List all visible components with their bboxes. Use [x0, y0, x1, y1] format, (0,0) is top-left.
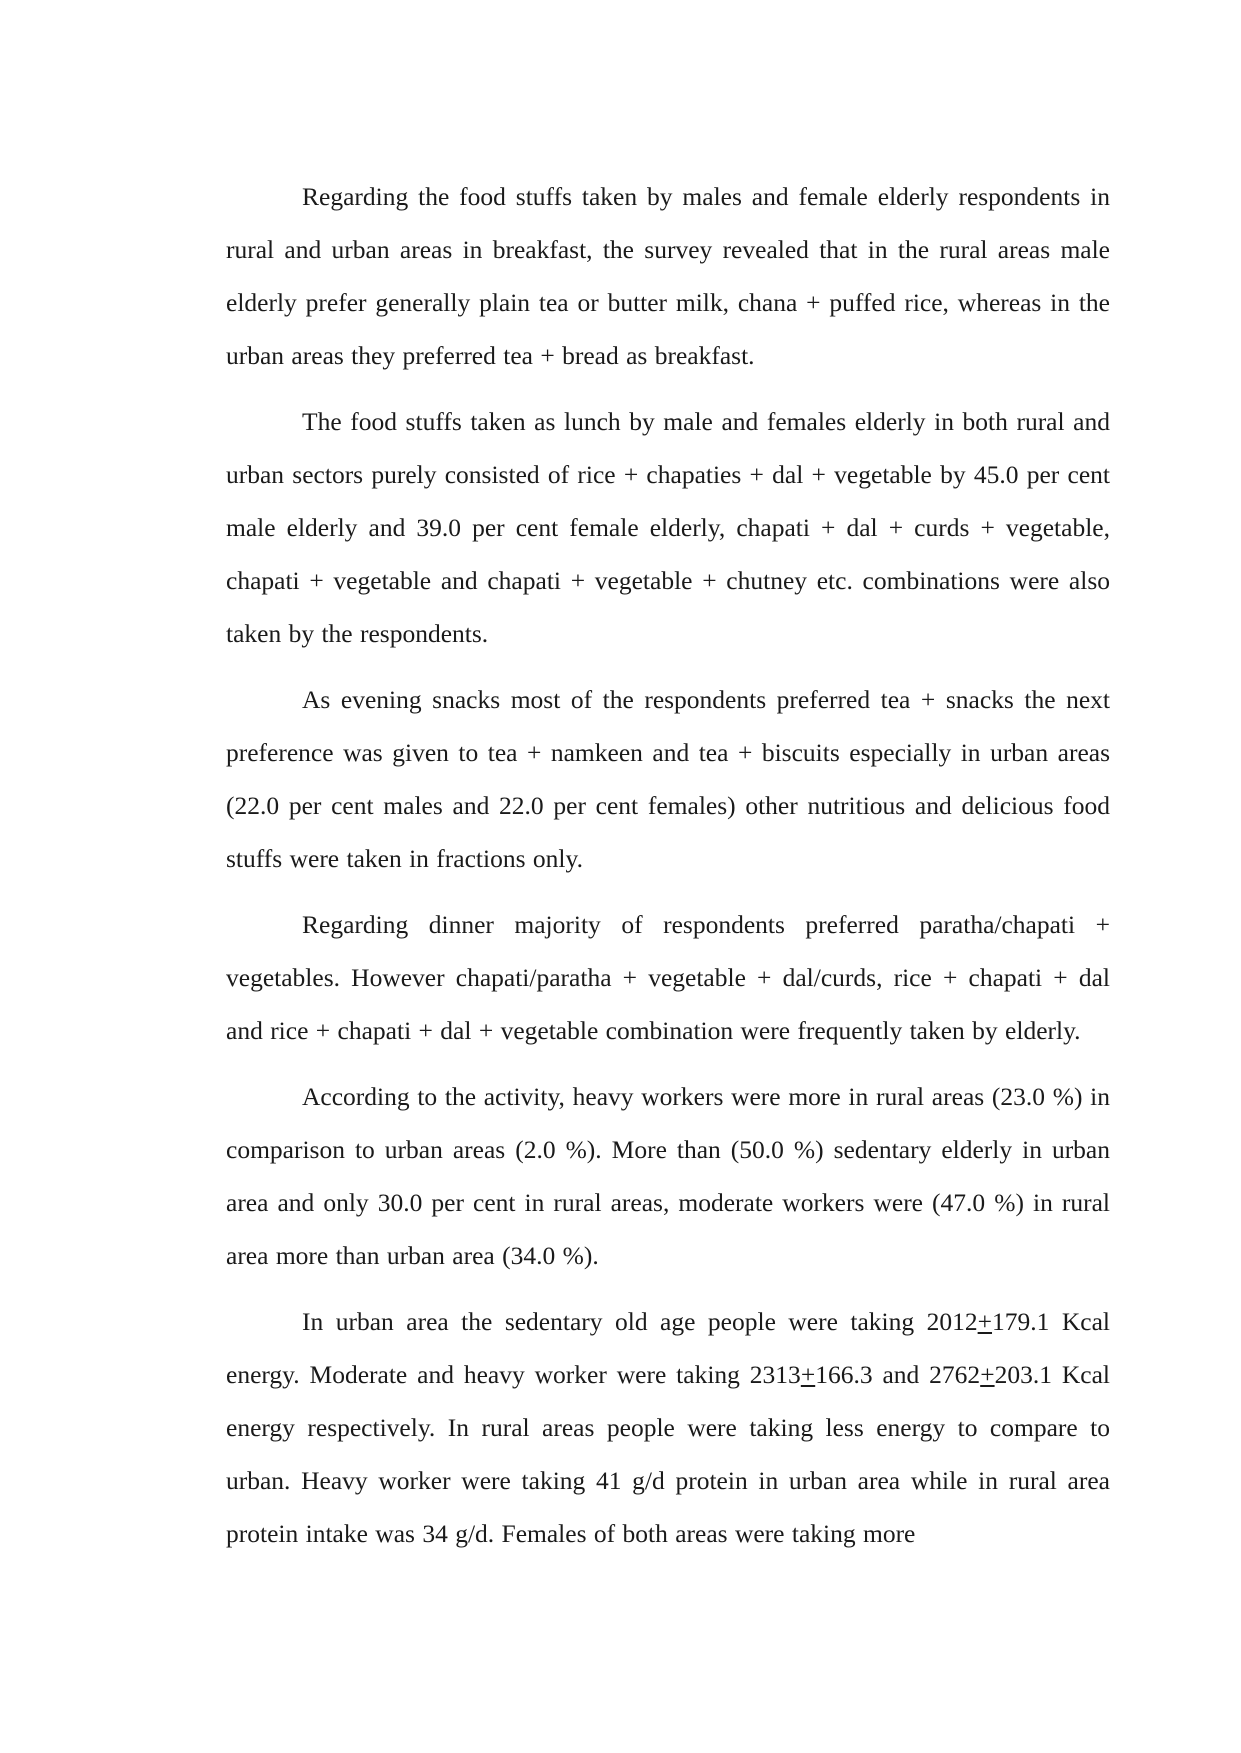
paragraph-energy-intake: [226, 1295, 1110, 1560]
energy-text-3: 166.3 and 2762: [815, 1360, 981, 1389]
paragraph-lunch: The food stuffs taken as lunch by male and females elderly in both rural and urban sectors purely consisted of rice + chapaties + dal + vegetable by 45.0 per cent male elderly and 39.0 per cent female elderly, chapati + dal + curds + vegetable, chapati + vegetable and chapati + vegetable + chutney etc. combinations were also taken by the respondents.: [226, 407, 1110, 648]
plus-minus-symbol: +: [800, 1360, 816, 1389]
energy-text-1: In urban area the sedentary old age people were taking 2012: [302, 1307, 978, 1336]
plus-minus-symbol: +: [977, 1307, 993, 1336]
document-page: [226, 170, 1110, 1573]
energy-text-4: 203.1 Kcal energy respectively. In rural areas people were taking less energy to compare to urban. Heavy worker were taking 41 g/d protein in urban area while in rural area protein intake was 34 g/d. Females of both areas were taking more: [226, 1360, 1110, 1548]
paragraph-activity: According to the activity, heavy workers were more in rural areas (23.0 %) in comparison to urban areas (2.0 %). More than (50.0 %) sedentary elderly in urban area and only 30.0 per cent in rural areas, moderate workers were (47.0 %) in rural area more than urban area (34.0 %).: [226, 1082, 1110, 1270]
paragraph-evening-snacks: As evening snacks most of the respondents preferred tea + snacks the next preference was given to tea + namkeen and tea + biscuits especially in urban areas (22.0 per cent males and 22.0 per cent females) other nutritious and delicious food stuffs were taken in fractions only.: [226, 685, 1110, 873]
paragraph-breakfast: Regarding the food stuffs taken by males and female elderly respondents in rural and urban areas in breakfast, the survey revealed that in the rural areas male elderly prefer generally plain tea or butter milk, chana + puffed rice, whereas in the urban areas they preferred tea + bread as breakfast.: [226, 182, 1110, 370]
energy-text-2: 179.1 Kcal energy. Moderate and heavy worker were taking 2313: [226, 1307, 1111, 1389]
paragraph-dinner: Regarding dinner majority of respondents preferred paratha/chapati + vegetables. However chapati/paratha + vegetable + dal/curds, rice + chapati + dal and rice + chapati + dal + vegetable combination were frequently taken by elderly.: [226, 910, 1110, 1045]
plus-minus-symbol: +: [980, 1360, 995, 1389]
